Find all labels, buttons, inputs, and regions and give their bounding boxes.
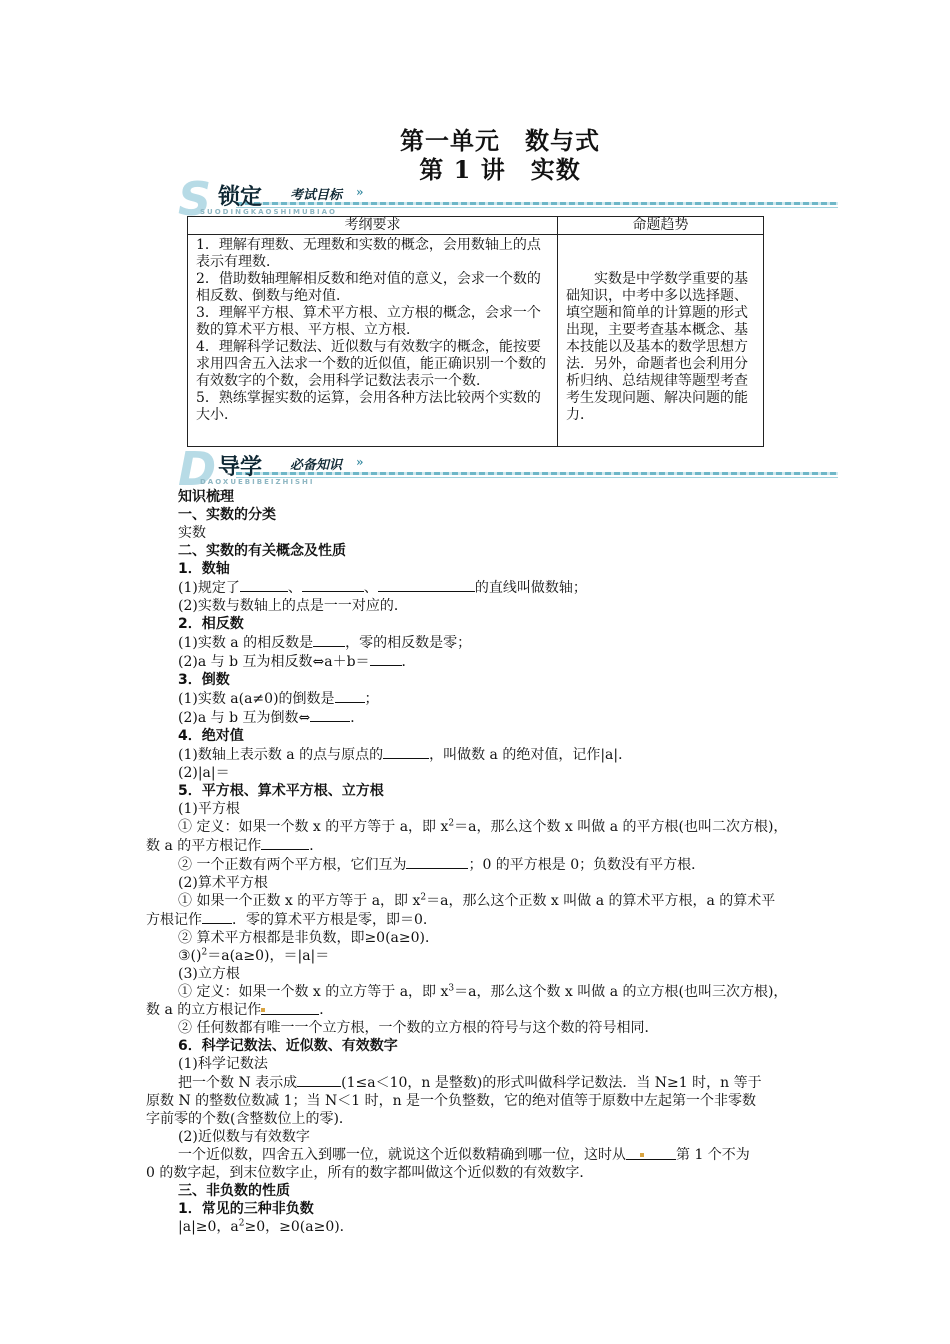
- section-heading: 三、非负数的性质: [178, 1183, 290, 1199]
- banner-heading: 导学: [218, 455, 263, 480]
- text-line: |a|≥0，$a^2\ge 0$，≥0(a≥0)．: [178, 1218, 354, 1235]
- banner-subheading: 必备知识: [290, 458, 343, 473]
- fill-blank[interactable]: [406, 855, 468, 869]
- banner-pinyin: DAOXUEBIBEIZHISHI: [200, 478, 315, 486]
- table-header-requirements: 考纲要求: [188, 217, 558, 235]
- text-line: ① 定义：如果一个数 x 的立方等于 a，即 $x^3=a$，那么这个数 x 叫做 a 的立方根(也叫三次方根)，: [178, 983, 788, 1000]
- unit-title: 第一单元 数与式: [400, 126, 600, 155]
- text-line: 数 a 的平方根记作 ．: [146, 838, 324, 854]
- fill-blank[interactable]: [297, 1073, 341, 1087]
- text-line: 把一个数 N 表示成 (1≤a＜10，n 是整数)的形式叫做科学记数法．当 N≥1 时，n 等于: [178, 1075, 762, 1091]
- requirement-item: 4．理解科学记数法、近似数与有效数字的概念，能按要求用四舍五入法求一个数的近似值，能正确识别一个数的有效数字的个数，会用科学记数法表示一个数．: [196, 339, 546, 389]
- knowledge-section: [146, 488, 818, 1236]
- lesson-title: 第 1 讲 实数: [419, 155, 581, 184]
- subsection-heading: 2．相反数: [178, 616, 244, 632]
- text-line: (1)平方根: [178, 801, 240, 817]
- double-arrow-icon: »: [356, 185, 364, 199]
- trend-cell: 实数是中学数学重要的基础知识，中考中多以选择题、填空题和简单的计算题的形式出现，主要考查基本概念、基本技能以及基本的数学思想方法．另外，命题者也会利用分析归纳、总结规律等题型考查考生发现问题、解决问题的能力．: [558, 235, 764, 447]
- text-line: 数 a 的立方根记作 ．: [146, 1002, 334, 1018]
- fill-blank[interactable]: [370, 652, 402, 666]
- requirement-item: 2．借助数轴理解相反数和绝对值的意义，会求一个数的相反数、倒数与绝对值．: [196, 271, 541, 304]
- requirement-item: 3．理解平方根、算术平方根、立方根的概念，会求一个数的算术平方根、平方根、立方根．: [196, 305, 541, 338]
- subsection-heading: 1．数轴: [178, 561, 230, 577]
- fill-blank[interactable]: [261, 836, 309, 850]
- banner-letter-icon: D: [178, 442, 217, 496]
- text-line: ③()$^2$＝a(a≥0)，＝|a|＝: [178, 947, 330, 964]
- banner-stripe-thin: [236, 477, 838, 478]
- subsection-heading: 4．绝对值: [178, 728, 244, 744]
- text-line: (1)规定了 、 、 的直线叫做数轴；: [178, 580, 587, 596]
- fill-blank[interactable]: [313, 633, 345, 647]
- text-line: ① 如果一个正数 x 的平方等于 a，即 $x^2=a$，那么这个正数 x 叫做 a 的算术平方根，a 的算术平: [178, 892, 776, 909]
- subsection-heading: 5．平方根、算术平方根、立方根: [178, 783, 384, 799]
- subsection-heading: 3．倒数: [178, 672, 230, 688]
- text-line: (2)|a|＝: [178, 765, 230, 781]
- banner-pinyin: SUODINGKAOSHIMUBIAO: [200, 208, 337, 216]
- text-line: ② 算术平方根都是非负数，即≥0(a≥0)．: [178, 930, 439, 946]
- section-heading: 二、实数的有关概念及性质: [178, 543, 346, 559]
- banner-letter-icon: S: [178, 172, 212, 226]
- marker-dot: [261, 1008, 265, 1012]
- fill-blank[interactable]: [383, 745, 429, 759]
- text-line: 方根记作 ．零的算术平方根是零，即＝0.: [146, 912, 428, 928]
- text-line: 0 的数字起，到末位数字止，所有的数字都叫做这个近似数的有效数字．: [146, 1165, 594, 1181]
- marker-dot: [640, 1153, 644, 1157]
- text-line: (2)算术平方根: [178, 875, 268, 891]
- text-line: (1)实数 a(a≠0)的倒数是 ；: [178, 691, 379, 707]
- fill-blank[interactable]: [240, 578, 288, 592]
- text-line: 实数: [178, 525, 206, 541]
- fill-blank[interactable]: [310, 708, 350, 722]
- text-line: ① 定义：如果一个数 x 的平方等于 a，即 $x^2=a$，那么这个数 x 叫做 a 的平方根(也叫二次方根)，: [178, 818, 788, 835]
- section-heading: 知识梳理: [178, 489, 234, 505]
- fill-blank[interactable]: [202, 910, 232, 924]
- subsection-heading: 6．科学记数法、近似数、有效数字: [178, 1038, 398, 1054]
- text-line: (2)实数与数轴上的点是一一对应的．: [178, 598, 408, 614]
- exam-requirements-table: [187, 216, 764, 447]
- section-heading: 一、实数的分类: [178, 507, 276, 523]
- fill-blank[interactable]: [261, 1001, 319, 1015]
- requirement-item: 1．理解有理数、无理数和实数的概念，会用数轴上的点表示有理数．: [196, 237, 541, 270]
- requirement-item: 5．熟练掌握实数的运算，会用各种方法比较两个实数的大小．: [196, 390, 541, 423]
- banner-subheading: 考试目标: [290, 188, 343, 203]
- banner-heading: 锁定: [218, 185, 263, 210]
- text-line: 一个近似数，四舍五入到哪一位，就说这个近似数精确到哪一位，这时从 第 1 个不为: [178, 1147, 750, 1163]
- fill-blank[interactable]: [335, 689, 365, 703]
- fill-blank[interactable]: [302, 578, 364, 592]
- knowledge-banner: [178, 442, 838, 496]
- text-line: 原数 N 的整数位数减 1；当 N＜1 时，n 是一个负整数，它的绝对值等于原数中左起第一个非零数: [146, 1093, 757, 1109]
- fill-blank[interactable]: [626, 1146, 676, 1160]
- text-line: (2)近似数与有效数字: [178, 1129, 310, 1145]
- text-line: (2)a 与 b 互为倒数⇔ ．: [178, 710, 365, 726]
- fill-blank[interactable]: [378, 578, 475, 592]
- text-line: (3)立方根: [178, 966, 240, 982]
- table-header-trend: 命题趋势: [558, 217, 764, 235]
- text-line: (1)数轴上表示数 a 的点与原点的 ，叫做数 a 的绝对值，记作|a|．: [178, 747, 633, 763]
- text-line: (1)实数 a 的相反数是 ，零的相反数是零；: [178, 635, 472, 651]
- double-arrow-icon: »: [356, 455, 364, 469]
- text-line: (2)a 与 b 互为相反数⇔a＋b＝ ．: [178, 654, 416, 670]
- text-line: 字前零的个数(含整数位上的零)．: [146, 1111, 353, 1127]
- requirements-cell: [188, 235, 558, 447]
- text-line: (1)科学记数法: [178, 1056, 268, 1072]
- text-line: ② 任何数都有唯一一个立方根，一个数的立方根的符号与这个数的符号相同．: [178, 1020, 659, 1036]
- text-line: ② 一个正数有两个平方根，它们互为 ；0 的平方根是 0；负数没有平方根．: [178, 857, 706, 873]
- subsection-heading: 1．常见的三种非负数: [178, 1201, 314, 1217]
